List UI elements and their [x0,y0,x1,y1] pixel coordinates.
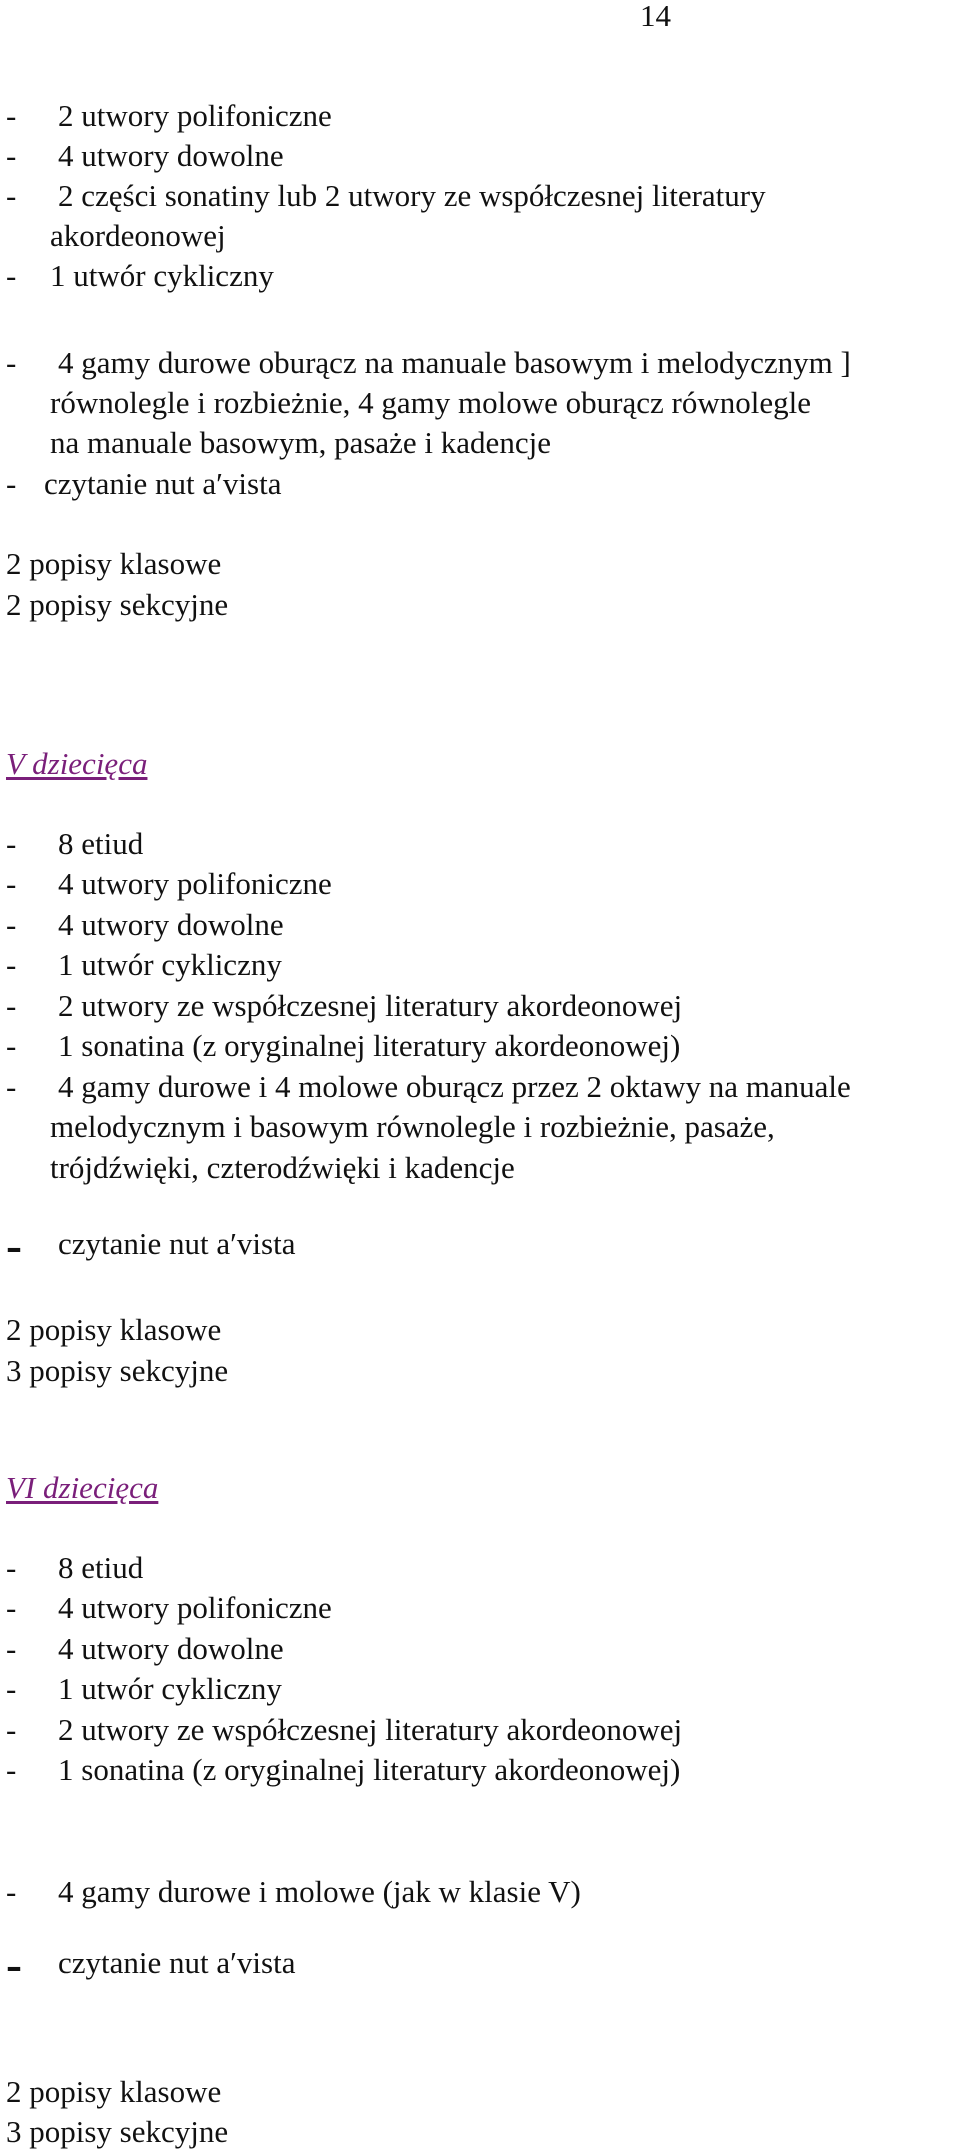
list-item-text: 8 etiud [58,826,144,861]
list-item [6,1030,16,1061]
list-item-text: 2 utwory ze współczesnej literatury akordeonowej [58,988,683,1023]
list-item [6,1071,16,1102]
list-item-continuation: melodycznym i basowym równolegle i rozbieżnie, pasaże, [50,1109,775,1144]
dash: - [6,258,17,293]
dash: - [6,1028,17,1063]
list-item [6,180,16,211]
dash: - [6,138,17,173]
list-item [6,140,16,171]
list-item-text: 1 utwór cykliczny [58,947,282,982]
dash: - [6,907,17,942]
list-item-text: czytanie nut a′vista [44,466,282,501]
dash: - [6,1590,17,1625]
list-item-text: 4 utwory polifoniczne [58,1590,332,1625]
dash: - [6,1219,22,1272]
dash: - [6,1712,17,1747]
list-item [6,949,16,980]
dash: - [6,345,17,380]
page-number: 14 [640,0,671,33]
list-item-text: czytanie nut a′vista [58,1226,296,1261]
list-item [6,990,16,1021]
list-item-text: 4 utwory polifoniczne [58,866,332,901]
list-item-text: 2 części sonatiny lub 2 utwory ze współczesnej literatury [58,178,766,213]
dash: - [6,1631,17,1666]
list-item [6,1714,16,1745]
popisy-sekcyjne: 3 popisy sekcyjne [6,2114,229,2149]
list-item [6,1673,16,1704]
list-item-text: 2 utwory ze współczesnej literatury akordeonowej [58,1712,683,1747]
dash: - [6,947,17,982]
list-item-text: 4 gamy durowe i molowe (jak w klasie V) [58,1874,581,1909]
list-item [6,1754,16,1785]
dash: - [6,1752,17,1787]
dash: - [6,1550,17,1585]
list-item-text: czytanie nut a′vista [58,1945,296,1980]
list-item-text: 1 sonatina (z oryginalnej literatury akordeonowej) [58,1752,681,1787]
list-item-text: 1 utwór cykliczny [50,258,274,293]
dash: - [6,1938,22,1991]
list-item-text: 4 utwory dowolne [58,138,284,173]
list-item [6,1633,16,1664]
list-item-text: 2 utwory polifoniczne [58,98,332,133]
list-item [6,1552,16,1583]
list-item-text: 4 utwory dowolne [58,907,284,942]
popisy-sekcyjne: 2 popisy sekcyjne [6,587,229,622]
section-heading-v: V dziecięca [6,746,148,781]
list-item-text: 4 gamy durowe i 4 molowe oburącz przez 2 oktawy na manuale [58,1069,851,1104]
section-heading-vi: VI dziecięca [6,1470,159,1505]
list-item-continuation: na manuale basowym, pasaże i kadencje [50,425,551,460]
dash: - [6,178,17,213]
list-item [6,260,16,291]
dash: - [6,866,17,901]
dash: - [6,826,17,861]
dash: - [6,98,17,133]
list-item-text: 4 utwory dowolne [58,1631,284,1666]
dash: - [6,1069,17,1104]
list-item-continuation: równolegle i rozbieżnie, 4 gamy molowe oburącz równolegle [50,385,811,420]
list-item [6,909,16,940]
list-item-text: 1 utwór cykliczny [58,1671,282,1706]
list-item [6,1876,16,1907]
dash: - [6,988,17,1023]
list-item-text: 4 gamy durowe oburącz na manuale basowym i melodycznym ] [58,345,851,380]
list-item-text: 8 etiud [58,1550,144,1585]
list-item [6,100,16,131]
popisy-klasowe: 2 popisy klasowe [6,2074,222,2109]
dash: - [6,1874,17,1909]
list-item-continuation: akordeonowej [50,218,226,253]
list-item [6,828,16,859]
list-item [6,468,16,499]
list-item-text: 1 sonatina (z oryginalnej literatury akordeonowej) [58,1028,681,1063]
list-item [6,868,16,899]
list-item [6,347,16,378]
dash: - [6,466,17,501]
popisy-sekcyjne: 3 popisy sekcyjne [6,1353,229,1388]
popisy-klasowe: 2 popisy klasowe [6,546,222,581]
list-item [6,1592,16,1623]
popisy-klasowe: 2 popisy klasowe [6,1312,222,1347]
dash: - [6,1671,17,1706]
list-item-continuation: trójdźwięki, czterodźwięki i kadencje [50,1150,515,1185]
